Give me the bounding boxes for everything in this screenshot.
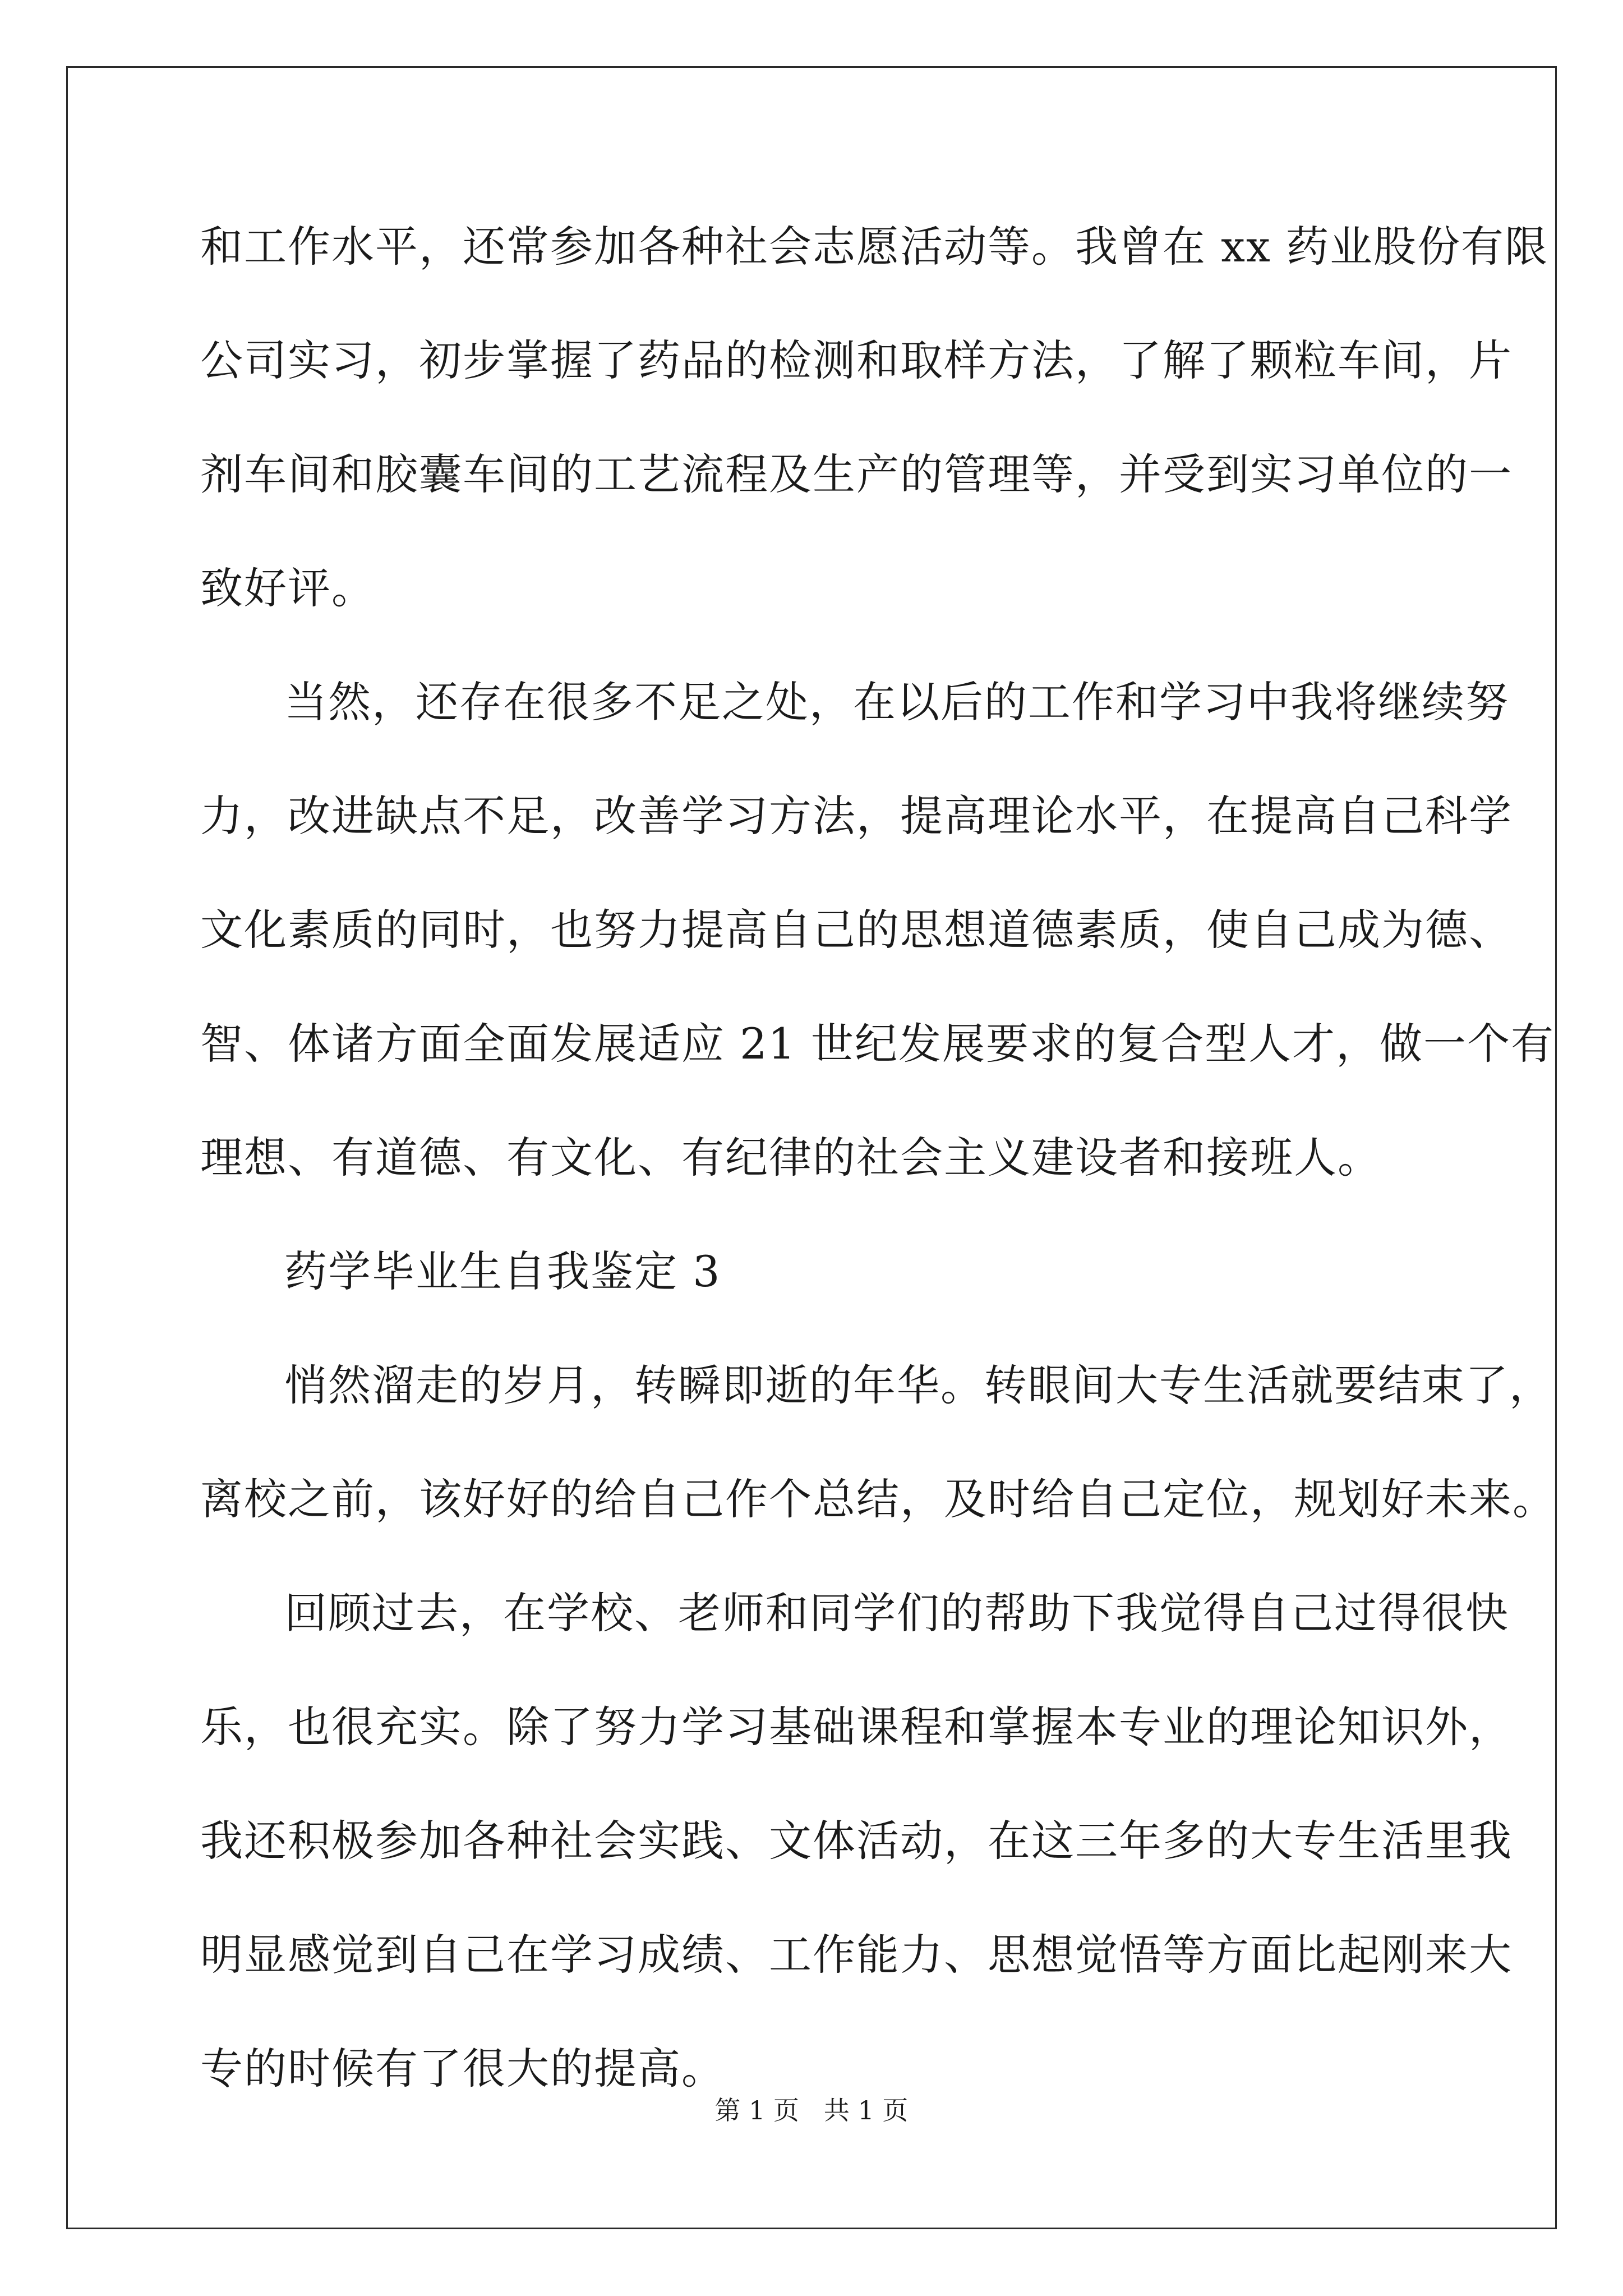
text-line: 理想、有道德、有文化、有纪律的社会主义建设者和接班人。 <box>200 1133 1381 1182</box>
text-line: 离校之前，该好好的给自己作个总结，及时给自己定位，规划好未来。 <box>200 1474 1556 1524</box>
text-line: 智、体诸方面全面发展适应 21 世纪发展要求的复合型人才，做一个有 <box>200 1019 1555 1069</box>
page-number-footer: 第 1 页 共 1 页 <box>714 2095 909 2125</box>
text-line: 我还积极参加各种社会实践、文体活动，在这三年多的大专生活里我 <box>200 1816 1513 1866</box>
text-line: 乐，也很充实。除了努力学习基础课程和掌握本专业的理论知识外， <box>200 1702 1513 1752</box>
text-line: 致好评。 <box>200 563 375 613</box>
text-line: 文化素质的同时，也努力提高自己的思想道德素质，使自己成为德、 <box>200 905 1513 955</box>
paragraph-first-line: 悄然溜走的岁月，转瞬即逝的年华。转眼间大专生活就要结束了， <box>284 1360 1553 1410</box>
section-heading: 药学毕业生自我鉴定 3 <box>284 1246 721 1296</box>
text-line: 专的时候有了很大的提高。 <box>200 2044 725 2093</box>
text-line: 剂车间和胶囊车间的工艺流程及生产的管理等，并受到实习单位的一 <box>200 449 1513 499</box>
text-line: 和工作水平，还常参加各种社会志愿活动等。我曾在 xx 药业股份有限 <box>200 222 1549 272</box>
text-line: 力，改进缺点不足，改善学习方法，提高理论水平，在提高自己科学 <box>200 791 1513 841</box>
text-line: 明显感觉到自己在学习成绩、工作能力、思想觉悟等方面比起刚来大 <box>200 1930 1513 1980</box>
paragraph-first-line: 回顾过去，在学校、老师和同学们的帮助下我觉得自己过得很快 <box>284 1588 1509 1638</box>
paragraph-first-line: 当然，还存在很多不足之处，在以后的工作和学习中我将继续努 <box>284 677 1509 727</box>
text-line: 公司实习，初步掌握了药品的检测和取样方法，了解了颗粒车间，片 <box>200 335 1513 385</box>
